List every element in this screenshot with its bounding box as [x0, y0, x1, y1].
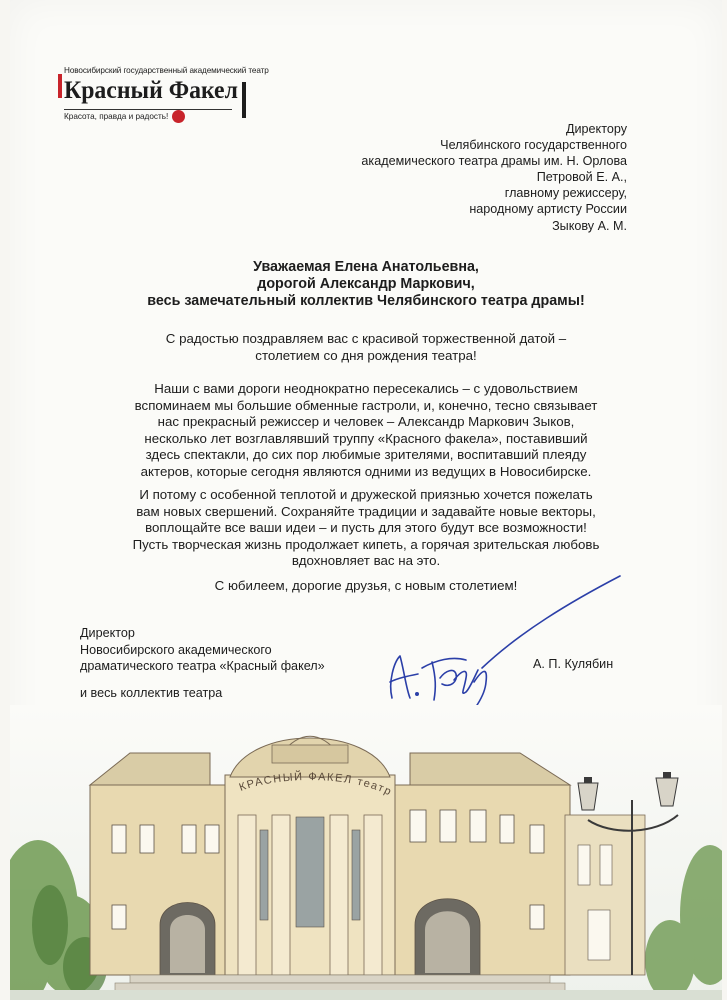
text-line: С радостью поздравляем вас с красивой торжественной датой – — [165, 331, 567, 346]
addressee-line: народному артисту России — [469, 202, 627, 217]
addressee-line: академического театра драмы им. Н. Орлова — [361, 154, 627, 169]
addressee-line: Директору — [565, 122, 627, 136]
facade-sign-text: КРАСНЫЙ ФАКЕЛ театр — [237, 770, 395, 799]
paragraph-congratulation — [40, 331, 692, 364]
text-line: Пусть творческая жизнь продолжает кипеть, а горячая зрительская любовь — [132, 536, 600, 552]
text-line: вдохновляет вас на это. — [291, 553, 441, 569]
paragraph-history — [40, 381, 692, 481]
text-line: вспоминаем мы большие обменные гастроли, и, конечно, тесно связывает — [134, 397, 598, 413]
text-line: воплощайте все ваши идеи – и пусть для этого будут все возможности! — [145, 520, 587, 536]
greeting-line: Уважаемая Елена Анатольевна, — [253, 259, 479, 275]
sender-team: и весь коллектив театра — [80, 685, 223, 700]
sender-line: драматического театра «Красный факел» — [80, 659, 325, 674]
text-line: здесь спектакли, до сих пор любимые зрителями, воспитавший плеяду — [145, 447, 587, 463]
letter-page — [10, 0, 722, 1000]
addressee-line: Челябинского государственного — [440, 138, 627, 153]
addressee-line: Петровой Е. А., — [536, 170, 627, 185]
sender-line: Новосибирского академического — [80, 642, 272, 657]
addressee-line: главному режиссеру, — [504, 186, 627, 201]
logo-divider — [64, 109, 232, 110]
text-line: С юбилеем, дорогие друзья, с новым столетием! — [214, 578, 518, 593]
text-line: несколько лет возглавлявший труппу «Красного факела», поставивший — [144, 430, 588, 446]
logo-red-dot — [172, 110, 185, 123]
text-line: вам новых свершений. Сохраняйте традиции и задавайте новые векторы, — [136, 503, 596, 519]
text-line: И потому с особенной теплотой и дружеской приязнью хочется пожелать — [139, 487, 593, 502]
sender-block — [80, 625, 325, 701]
logo-red-bar — [58, 74, 62, 98]
theatre-building-illustration — [10, 705, 722, 1000]
logo-slogan: Красота, правда и радость! — [64, 112, 169, 121]
text-line: нас прекрасный режиссер и человек – Александр Маркович Зыков, — [157, 414, 575, 430]
logo-top-line: Новосибирский государственный академический театр — [64, 66, 269, 75]
greeting — [10, 259, 722, 310]
greeting-line: дорогой Александр Маркович, — [257, 276, 475, 292]
text-line: Наши с вами дороги неоднократно пересекались – с удовольствием — [154, 381, 578, 396]
text-line: актеров, которые сегодня являются одними из ведущих в Новосибирске. — [140, 463, 592, 479]
theatre-logo — [58, 62, 269, 132]
text-line: столетием со дня рождения театра! — [255, 347, 477, 363]
greeting-line: весь замечательный коллектив Челябинского театра драмы! — [147, 293, 585, 309]
addressee-block — [361, 121, 627, 234]
signer-name: А. П. Кулябин — [533, 657, 614, 671]
logo-name: Красный Факел — [64, 77, 238, 104]
sender-line: Директор — [80, 626, 135, 640]
paragraph-wishes — [40, 487, 692, 570]
logo-black-bar — [242, 82, 246, 118]
addressee-line: Зыкову А. М. — [552, 218, 627, 233]
